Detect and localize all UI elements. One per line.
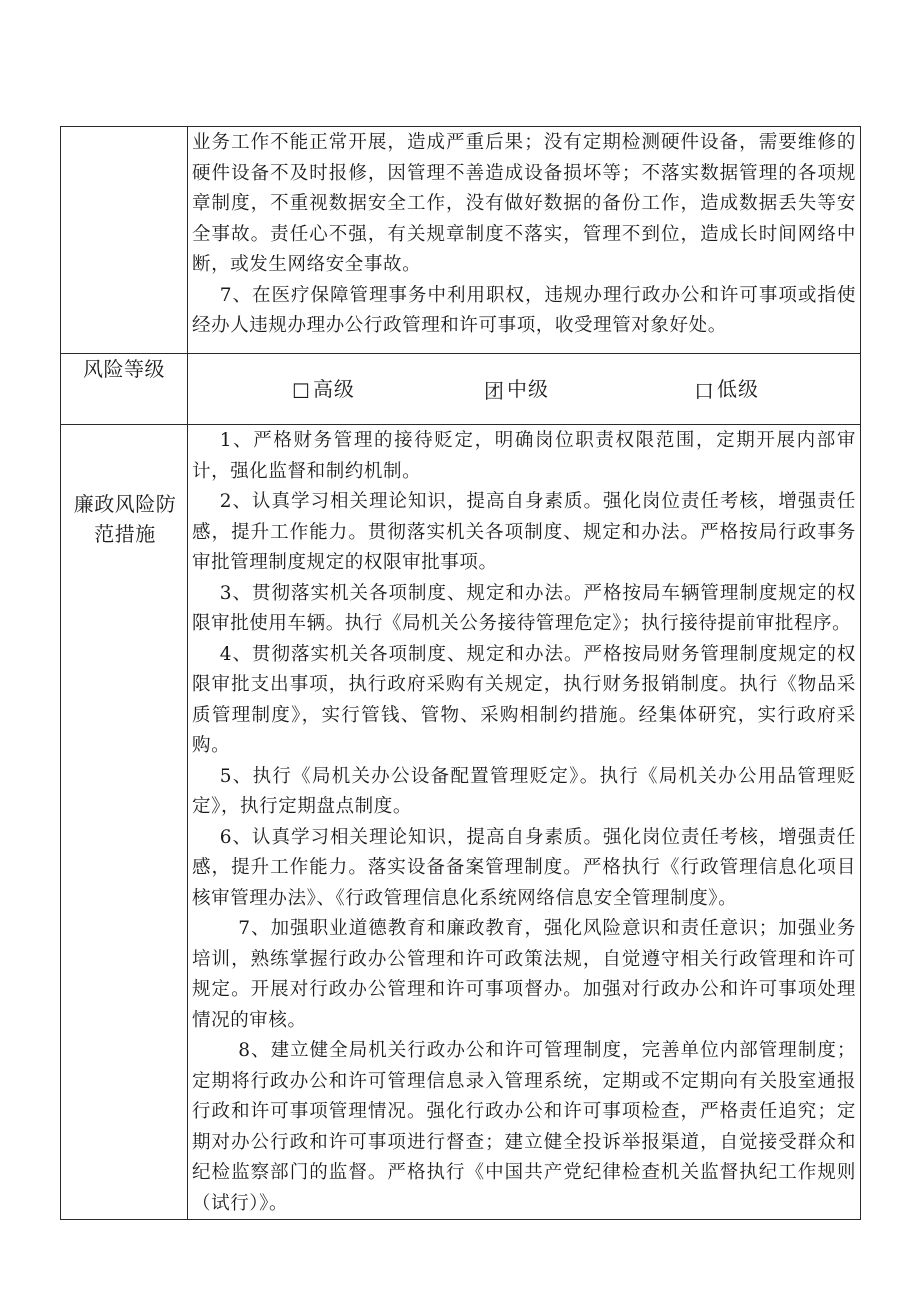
measures-text: [188, 425, 860, 1219]
measure-item: 4、贯彻落实机关各项制度、规定和办法。严格按局财务管理制度规定的权限审批支出事项，执行政府采购有关规定，执行财务报销制度。执行《物品采质管理制度》，实行管钱、管物、采购相制约措施。经集体研究，实行政府采购。: [192, 643, 856, 756]
measures-row: [61, 425, 861, 1220]
risk-level-high-text: 高级: [312, 377, 355, 401]
measure-item: 5、执行《局机关办公设备配置管理贬定》。执行《局机关办公用品管理贬定》，执行定期盘点制度。: [192, 765, 856, 817]
risk-level-medium-text: 中级: [507, 377, 549, 401]
measures-body-cell: [188, 425, 861, 1220]
checkbox-empty-icon: ☐: [292, 378, 311, 403]
measure-item: 7、加强职业道德教育和廉政教育，强化风险意识和责任意识；加强业务培训，熟练掌握行政办公管理和许可政策法规，自觉遵守相关行政管理和许可规定。开展对行政办公管理和许可事项督办。加强对行政办公和许可事项处理情况的审核。: [192, 918, 856, 1031]
measure-item: 6、认真学习相关理论知识，提高自身素质。强化岗位责任考核，增强责任感，提升工作能力。落实设备备案管理制度。严格执行《行政管理信息化项目核审管理办法》、《行政管理信息化系统网络信息安全管理制度》。: [192, 826, 856, 909]
continuation-row: [61, 127, 861, 354]
measure-item: 8、建立健全局机关行政办公和许可管理制度，完善单位内部管理制度；定期将行政办公和许可管理信息录入管理系统，定期或不定期向有关股室通报行政和许可事项管理情况。强化行政办公和许可事项检查，严格责任追究；定期对办公行政和许可事项进行督查；建立健全投诉举报渠道，自觉接受群众和纪检监察部门的监督。严格执行《中国共产党纪律检查机关监督执纪工作规则（试行）》。: [192, 1040, 856, 1214]
risk-level-low-text: 低级: [717, 377, 759, 401]
risk-level-low[interactable]: [694, 354, 759, 424]
risk-level-medium[interactable]: [484, 354, 549, 424]
risk-level-high[interactable]: [292, 354, 355, 424]
measure-item: 3、贯彻落实机关各项制度、规定和办法。严格按局车辆管理制度规定的权限审批使用车辆。执行《局机关公务接待管理危定》；执行接待提前审批程序。: [192, 582, 856, 634]
risk-level-row: [61, 354, 861, 425]
continuation-body-cell: [188, 127, 861, 354]
continuation-label-cell: [61, 127, 188, 354]
risk-form-table: [60, 126, 861, 1220]
measure-item: 2、认真学习相关理论知识，提高自身素质。强化岗位责任考核，增强责任感，提升工作能力。贯彻落实机关各项制度、规定和办法。严格按局行政事务审批管理制度规定的权限审批事项。: [192, 491, 856, 573]
checkbox-empty-icon: 口: [694, 378, 715, 403]
risk-level-options: [188, 354, 860, 424]
risk-level-label: 风险等级: [83, 357, 165, 381]
checkbox-checked-icon: 团: [484, 378, 505, 403]
continuation-paragraph: 业务工作不能正常开展，造成严重后果；没有定期检测硬件设备，需要维修的硬件设备不及时报修，因管理不善造成设备损坏等；不落实数据管理的各项规章制度，不重视数据安全工作，没有做好数据的备份工作，造成数据丢失等安全事故。责任心不强，有关规章制度不落实，管理不到位，造成长时间网络中断，或发生网络安全事故。: [192, 132, 856, 275]
risk-level-label-cell: [61, 354, 188, 425]
risk-level-options-cell: [188, 354, 861, 425]
measures-label: 廉政风险防范措施: [73, 492, 177, 546]
measure-item: 1、严格财务管理的接待贬定，明确岗位职责权限范围，定期开展内部审计，强化监督和制约机制。: [192, 430, 856, 482]
continuation-text: [188, 127, 860, 342]
continuation-paragraph: 7、在医疗保障管理事务中利用职权，违规办理行政办公和许可事项或指使经办人违规办理办公行政管理和许可事项，收受理管对象好处。: [192, 284, 856, 336]
measures-label-cell: [61, 425, 188, 1220]
